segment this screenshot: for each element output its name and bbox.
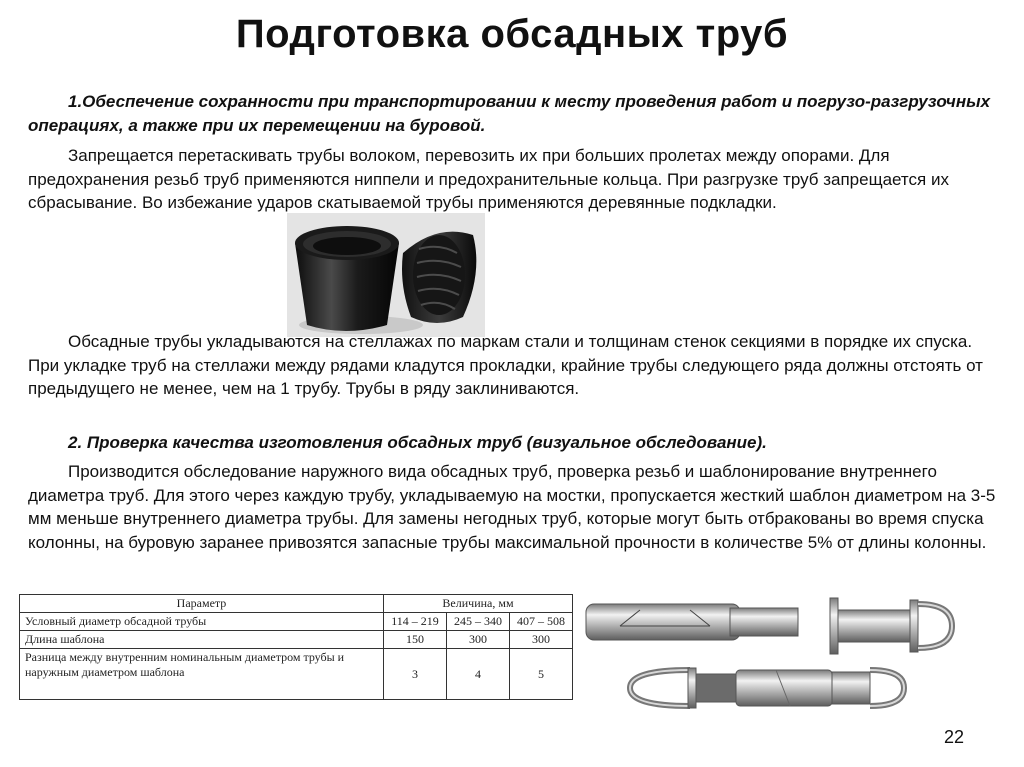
- table-row-label: Разница между внутренним номинальным диаметром трубы и наружным диаметром шаблона: [20, 649, 384, 700]
- table-cell: 114 – 219: [384, 613, 447, 631]
- section-1-paragraph: [28, 144, 998, 215]
- table-header-row: [20, 595, 573, 613]
- casing-templates-image: [580, 590, 980, 720]
- section-1-paragraph-text: Запрещается перетаскивать трубы волоком, перевозить их при больших пролетах между опорами. Для предохранения резьб труб применяются ниппели и предохранительные кольца. При разгрузке труб запрещается их сбрасывание. Во избежание ударов скатываемой трубы применяются деревянные подкладки.: [28, 146, 949, 213]
- section-1-paragraph-2-text: Обсадные трубы укладываются на стеллажах по маркам стали и толщинам стенок секциями в порядке их спуска. При укладке труб на стеллажи между рядами кладутся прокладки, крайние трубы следующего ряда должны отстоять от предыдущего не менее, чем на 1 трубу. Трубы в ряду заклиниваются.: [28, 332, 983, 399]
- table-row: [20, 613, 573, 631]
- template-parameters-table: [19, 594, 573, 700]
- section-1-heading: [28, 90, 998, 137]
- table-cell: 300: [447, 631, 510, 649]
- table-header-parameter: Параметр: [20, 595, 384, 613]
- table-cell: 3: [384, 649, 447, 700]
- page-title: Подготовка обсадных труб: [235, 12, 789, 56]
- page-number: 22: [943, 727, 965, 747]
- table-row: [20, 649, 573, 700]
- table-row-label: Длина шаблона: [20, 631, 384, 649]
- table-row: [20, 631, 573, 649]
- table-cell: 150: [384, 631, 447, 649]
- table-cell: 5: [510, 649, 573, 700]
- table-cell: 245 – 340: [447, 613, 510, 631]
- section-2-paragraph-text: Производится обследование наружного вида обсадных труб, проверка резьб и шаблонирование внутреннего диаметра труб. Для этого через каждую трубу, укладываемую на мостки, пропускается жесткий шаблон диаметром на 3-5 мм меньше внутреннего диаметра трубы. Для замены негодных труб, которые могут быть отбракованы во время спуска колонны, на буровую заранее привозятся запасные трубы максимальной прочности в количестве 5% от длины колонны.: [28, 462, 996, 552]
- thread-protector-caps-image: [287, 213, 485, 337]
- template-cylinder-1: [586, 604, 798, 640]
- table-cell: 407 – 508: [510, 613, 573, 631]
- section-1-paragraph-2: [28, 330, 998, 401]
- section-2-heading: [28, 431, 998, 455]
- section-2-paragraph: [28, 460, 998, 554]
- table-row-label: Условный диаметр обсадной трубы: [20, 613, 384, 631]
- table-cell: 4: [447, 649, 510, 700]
- section-2-heading-text: 2. Проверка качества изготовления обсадных труб (визуальное обследование).: [68, 433, 767, 452]
- table-header-value: Величина, мм: [384, 595, 573, 613]
- casing-templates-illustration: [580, 590, 980, 720]
- template-with-handle-1: [830, 598, 952, 654]
- section-1-heading-text: 1.Обеспечение сохранности при транспортировании к месту проведения работ и погрузо-разгрузочных операциях, а также при их перемещении на буровой.: [28, 92, 991, 135]
- thread-protector-caps-photo: [287, 213, 485, 337]
- table-cell: 300: [510, 631, 573, 649]
- template-with-handle-2: [630, 668, 904, 708]
